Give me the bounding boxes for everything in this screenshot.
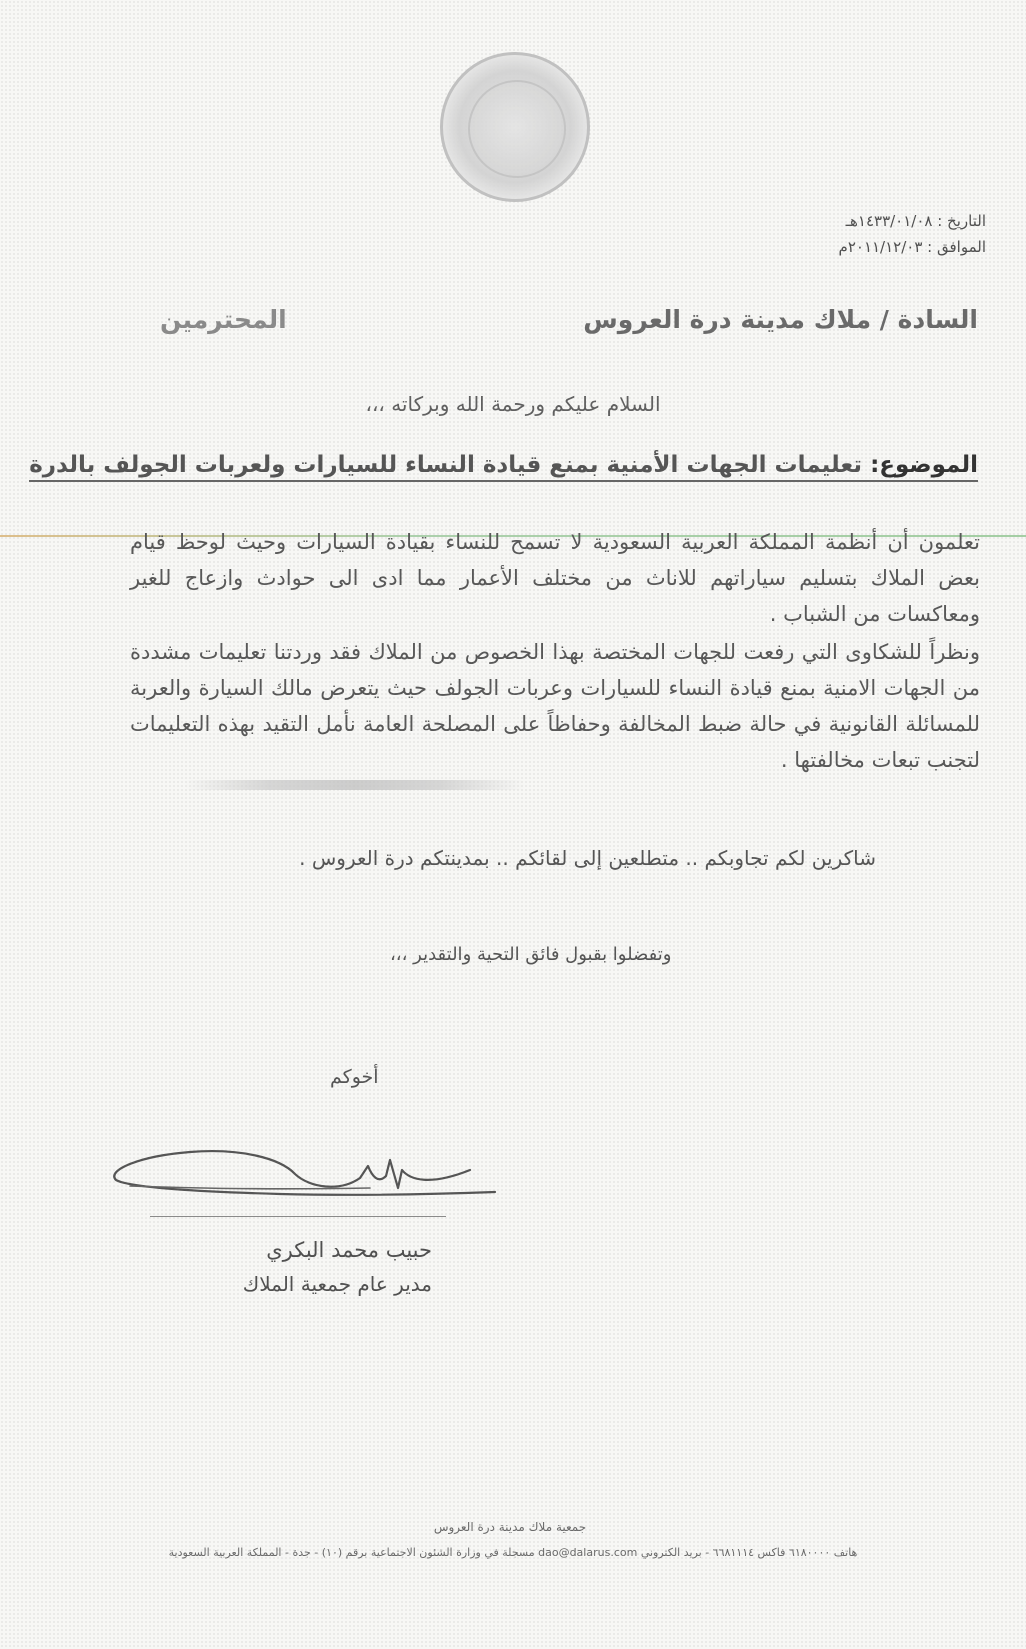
honorific: المحترمين	[160, 305, 287, 334]
footer-contact: هاتف ٦١٨٠٠٠٠ فاكس ٦٦٨١١١٤ - بريد الكتروني dao@dalarus.com مسجلة في وزارة الشئون الاجتماعية برقم (١٠) - جدة - المملكة العربية السعودية	[168, 1546, 858, 1559]
greeting: السلام عليكم ورحمة الله وبركاته ،،،	[365, 392, 661, 416]
handwritten-signature	[110, 1130, 500, 1220]
subject-line	[29, 452, 978, 482]
association-seal	[440, 52, 590, 202]
date-hijri: التاريخ : ١٤٣٣/٠١/٠٨هـ	[845, 212, 986, 230]
signer-title: مدير عام جمعية الملاك	[242, 1272, 432, 1296]
subject-text: تعليمات الجهات الأمنية بمنع قيادة النساء للسيارات ولعربات الجولف بالدرة	[29, 452, 863, 478]
scan-smudge	[185, 780, 525, 790]
seal-inner-ring	[468, 80, 566, 178]
body-paragraph-1: تعلمون أن أنظمة المملكة العربية السعودية لا تسمح للنساء بقيادة السيارات وحيث لوحظ قيام بعض الملاك بتسليم سياراتهم للاناث من مختلف الأعمار مما ادى الى حوادث وازعاج للغير ومعاكسات من الشباب .	[130, 530, 980, 626]
closing-line: وتفضلوا بقبول فائق التحية والتقدير ،،،	[390, 944, 672, 965]
signer-name: حبيب محمد البكري	[266, 1238, 432, 1262]
date-gregorian: الموافق : ٢٠١١/١٢/٠٣م	[838, 238, 986, 256]
subject-label: الموضوع:	[870, 452, 978, 478]
addressee: السادة / ملاك مدينة درة العروس	[583, 305, 978, 334]
footer-organization: جمعية ملاك مدينة درة العروس	[433, 1520, 587, 1534]
signature-line	[150, 1216, 446, 1217]
sign-off: أخوكم	[330, 1066, 379, 1088]
body-paragraph-2: ونظراً للشكاوى التي رفعت للجهات المختصة بهذا الخصوص من الملاك فقد وردتنا تعليمات مشددة من الجهات الامنية بمنع قيادة النساء للسيارات وعربات الجولف حيث يتعرض مالك السيارة والعربة للمسائلة القانونية في حالة ضبط المخالفة وحفاظاً على المصلحة العامة نأمل التقيد بهذه التعليمات لتجنب تبعات مخالفتها .	[130, 640, 980, 772]
thanks-line: شاكرين لكم تجاوبكم .. متطلعين إلى لقائكم .. بمدينتكم درة العروس .	[299, 846, 876, 870]
